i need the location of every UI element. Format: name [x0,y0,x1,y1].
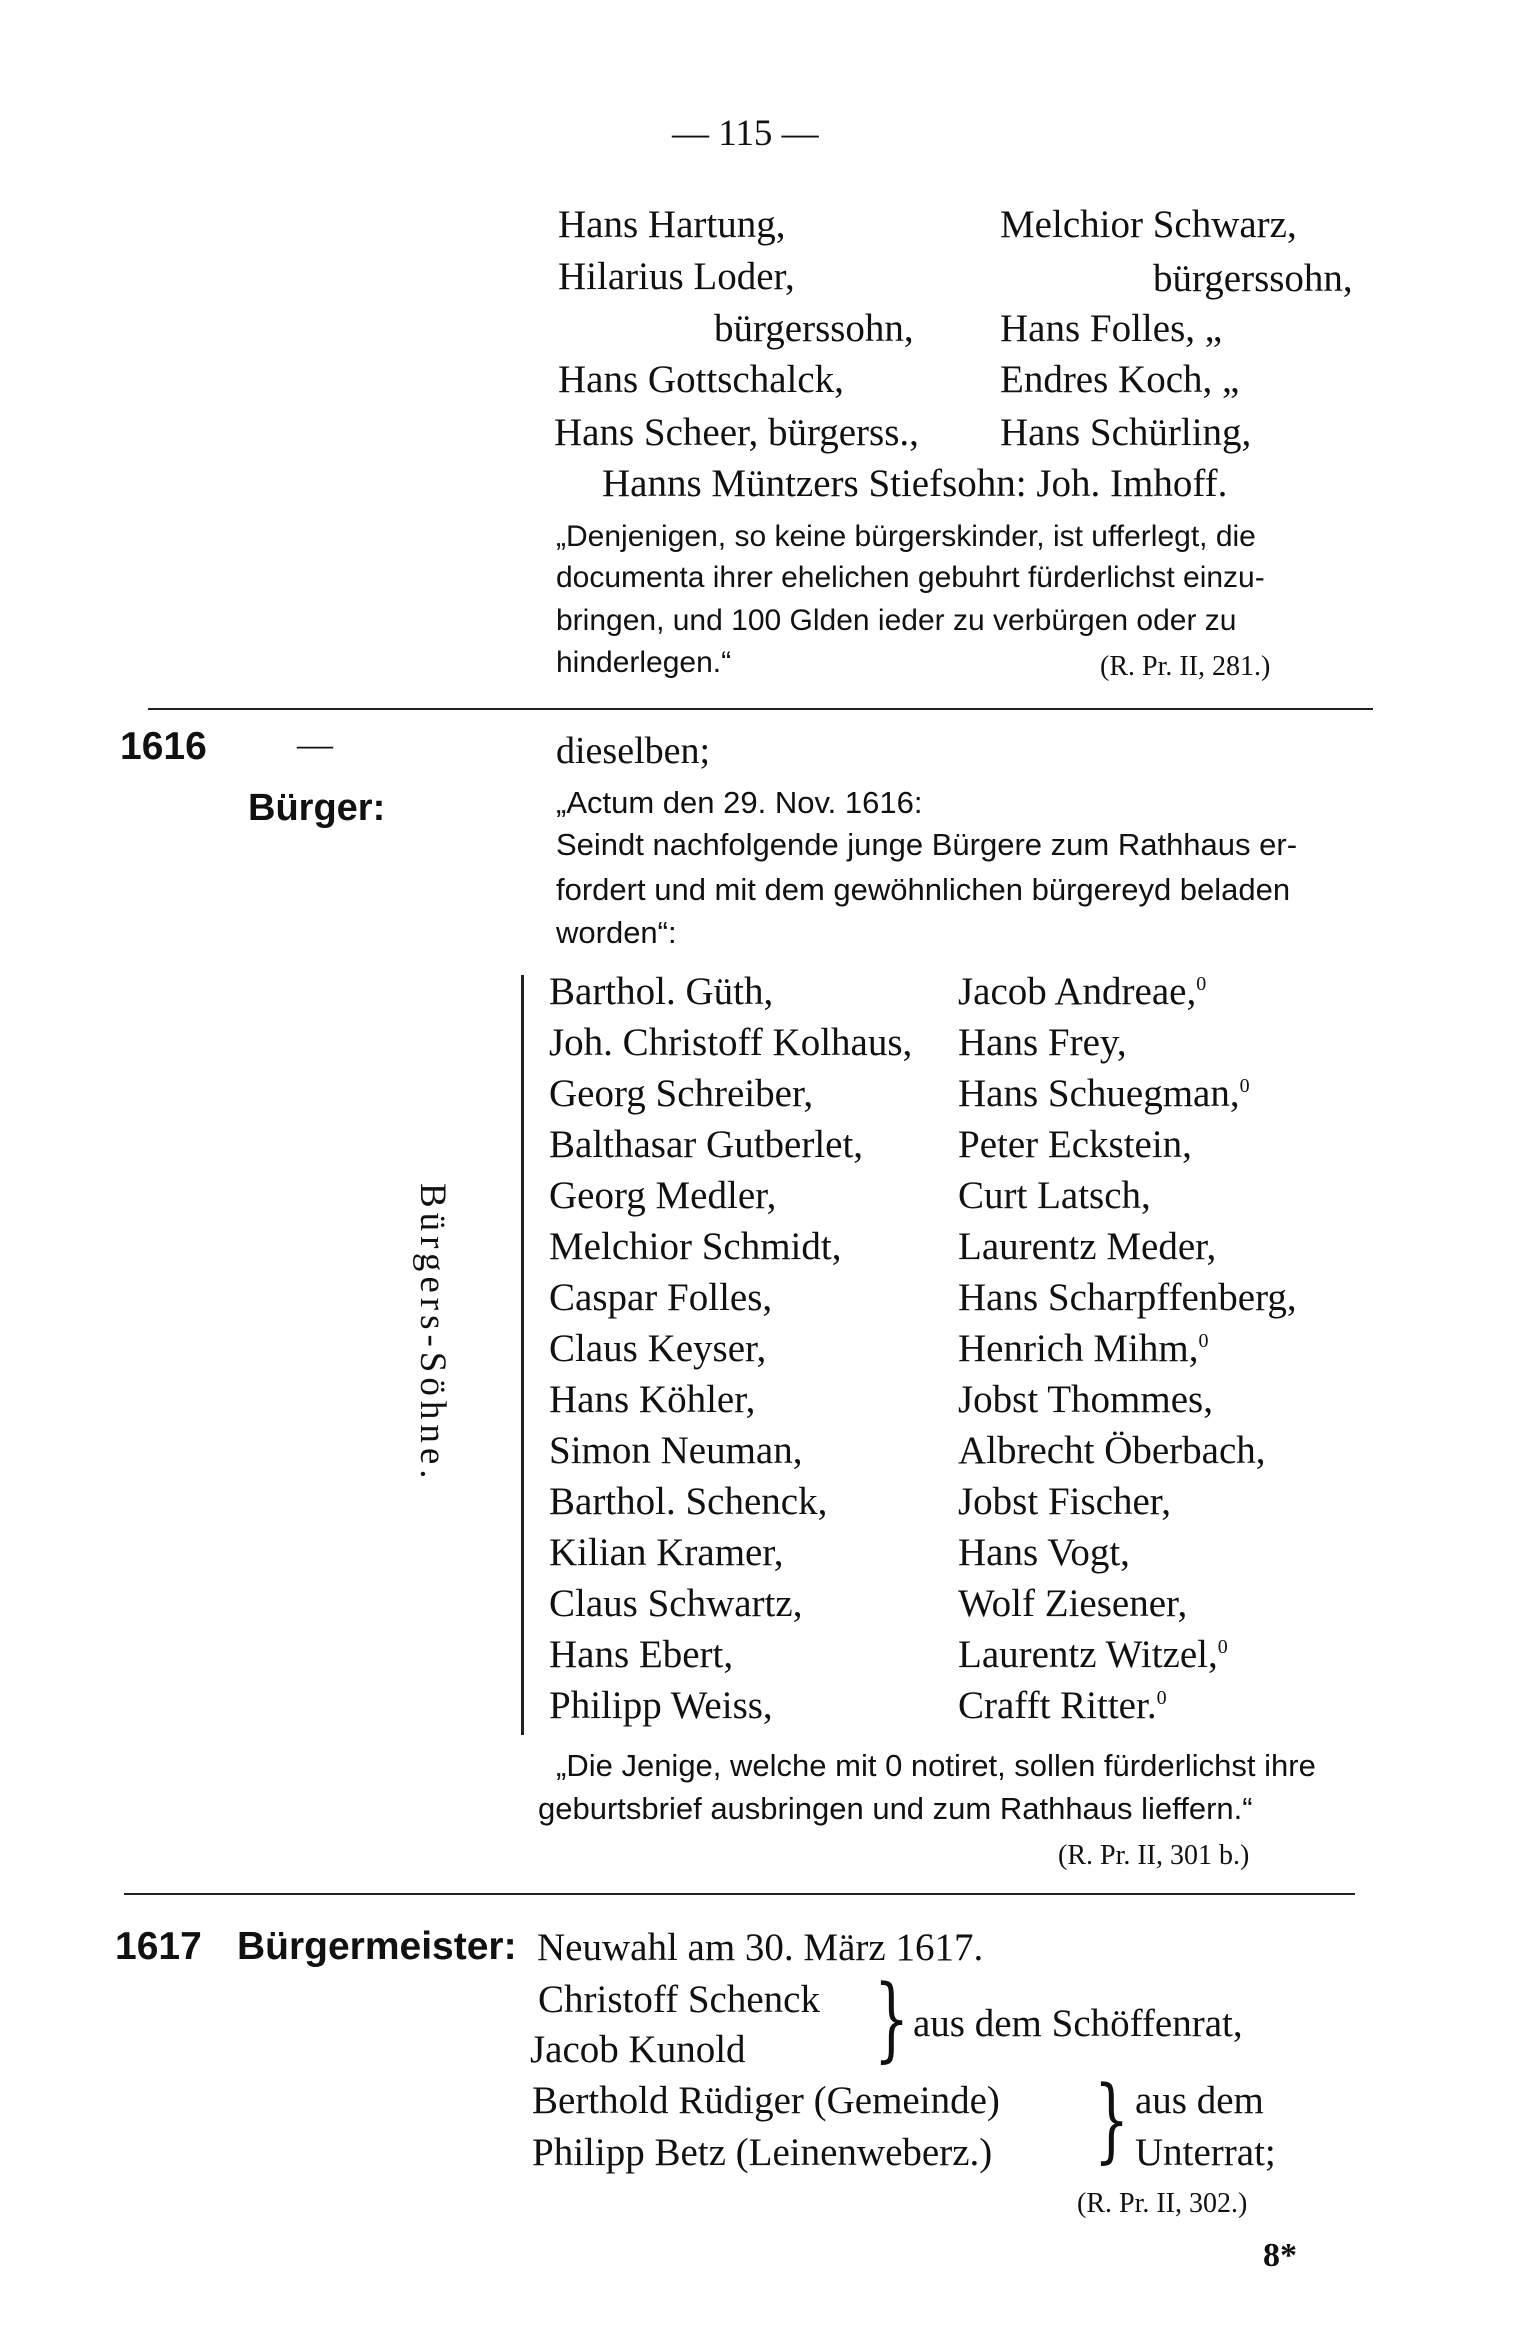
top-name-right-3: Hans Folles, „ [1000,307,1223,350]
year-dash: — [297,724,333,764]
name-right-15: Crafft Ritter.$^0$ [958,1684,1167,1727]
top-quote-line-1: „Denjenigen, so keine bürgerskinder, ist ufferlegt, die [556,520,1256,553]
top-name-right-1: Melchior Schwarz, [1000,203,1297,246]
name-left-1: Barthol. Güth, [549,970,774,1013]
section-label-buerger: Bürger: [248,787,386,829]
name-left-3: Georg Schreiber, [549,1072,814,1115]
top-name-left-5: Hans Scheer, bürgerss., [554,411,919,454]
name-right-11: Jobst Fischer, [958,1480,1171,1523]
intro-dieselben: dieselben; [556,730,711,772]
group1-brace: } [874,1965,910,2072]
section-label-buergermeister: Bürgermeister: [237,1925,517,1968]
signature-mark: 8* [1263,2237,1297,2274]
group2-note-1: aus dem [1135,2079,1264,2122]
divider-rule-2 [124,1893,1355,1895]
actum-line: „Actum den 29. Nov. 1616: [556,785,923,820]
text-line-3: worden“: [556,915,677,950]
top-quote-line-3: bringen, und 100 Glden ieder zu verbürgen oder zu [556,604,1237,637]
top-name-right-5: Hans Schürling, [1000,411,1252,454]
name-left-13: Claus Schwartz, [549,1582,803,1625]
note-line-1: „Die Jenige, welche mit 0 notiret, sollen fürderlichst ihre [556,1748,1316,1783]
top-quote-line-2: documenta ihrer ehelichen gebuhrt fürderlichst einzu- [556,561,1265,594]
group2-name-1: Berthold Rüdiger (Gemeinde) [532,2079,1000,2122]
name-left-2: Joh. Christoff Kolhaus, [549,1021,913,1064]
year-1616: 1616 [120,725,207,768]
stepson-line: Hanns Müntzers Stiefsohn: Joh. Imhoff. [602,462,1228,505]
name-left-14: Hans Ebert, [549,1633,734,1676]
name-left-11: Barthol. Schenck, [549,1480,828,1523]
group1-name-2: Jacob Kunold [530,2028,746,2071]
name-right-13: Wolf Ziesener, [958,1582,1188,1625]
side-label-buergers-soehne: Bürgers-Söhne. [412,1183,453,1484]
name-right-6: Laurentz Meder, [958,1225,1217,1268]
name-right-3: Hans Schuegman,$^0$ [958,1072,1250,1115]
name-right-4: Peter Eckstein, [958,1123,1192,1166]
reference-1617: (R. Pr. II, 302.) [1077,2188,1248,2219]
name-left-10: Simon Neuman, [549,1429,803,1472]
name-left-8: Claus Keyser, [549,1327,767,1370]
top-name-left-4: Hans Gottschalck, [558,358,844,401]
top-name-right-2: bürgerssohn, [1153,257,1353,300]
divider-rule-1 [148,708,1373,710]
names-bracket [521,975,524,1735]
name-left-6: Melchior Schmidt, [549,1225,842,1268]
group2-name-2: Philipp Betz (Leinenweberz.) [532,2131,993,2174]
name-left-5: Georg Medler, [549,1174,777,1217]
name-right-12: Hans Vogt, [958,1531,1130,1574]
name-left-4: Balthasar Gutberlet, [549,1123,864,1166]
top-name-left-2: Hilarius Loder, [558,255,795,298]
group1-note: aus dem Schöffenrat, [913,2002,1243,2045]
name-right-14: Laurentz Witzel,$^0$ [958,1633,1228,1676]
text-line-1: Seindt nachfolgende junge Bürgere zum Rathhaus er- [556,827,1298,862]
name-right-10: Albrecht Öberbach, [958,1429,1266,1472]
reference-1616: (R. Pr. II, 301 b.) [1058,1840,1250,1871]
year-1617: 1617 [115,1925,202,1968]
name-right-7: Hans Scharpffenberg, [958,1276,1297,1319]
top-reference: (R. Pr. II, 281.) [1100,651,1271,682]
name-left-9: Hans Köhler, [549,1378,756,1421]
group2-brace: } [1094,2066,1130,2173]
text-line-2: fordert und mit dem gewöhnlichen bürgereyd beladen [556,872,1291,907]
top-name-left-1: Hans Hartung, [558,203,786,246]
intro-neuwahl: Neuwahl am 30. März 1617. [537,1926,984,1969]
top-name-left-3: bürgerssohn, [714,307,914,350]
name-left-7: Caspar Folles, [549,1276,773,1319]
top-name-right-4: Endres Koch, „ [1000,358,1240,401]
name-right-8: Henrich Mihm,$^0$ [958,1327,1209,1370]
name-left-12: Kilian Kramer, [549,1531,784,1574]
group2-note-2: Unterrat; [1135,2131,1276,2174]
note-line-2: geburtsbrief ausbringen und zum Rathhaus lieffern.“ [538,1791,1253,1826]
name-right-5: Curt Latsch, [958,1174,1151,1217]
group1-name-1: Christoff Schenck [538,1978,820,2021]
name-right-1: Jacob Andreae,$^0$ [958,970,1207,1013]
name-right-2: Hans Frey, [958,1021,1127,1064]
top-quote-line-4: hinderlegen.“ [556,646,732,679]
page-number: — 115 — [672,113,819,154]
name-right-9: Jobst Thommes, [958,1378,1213,1421]
name-left-15: Philipp Weiss, [549,1684,773,1727]
